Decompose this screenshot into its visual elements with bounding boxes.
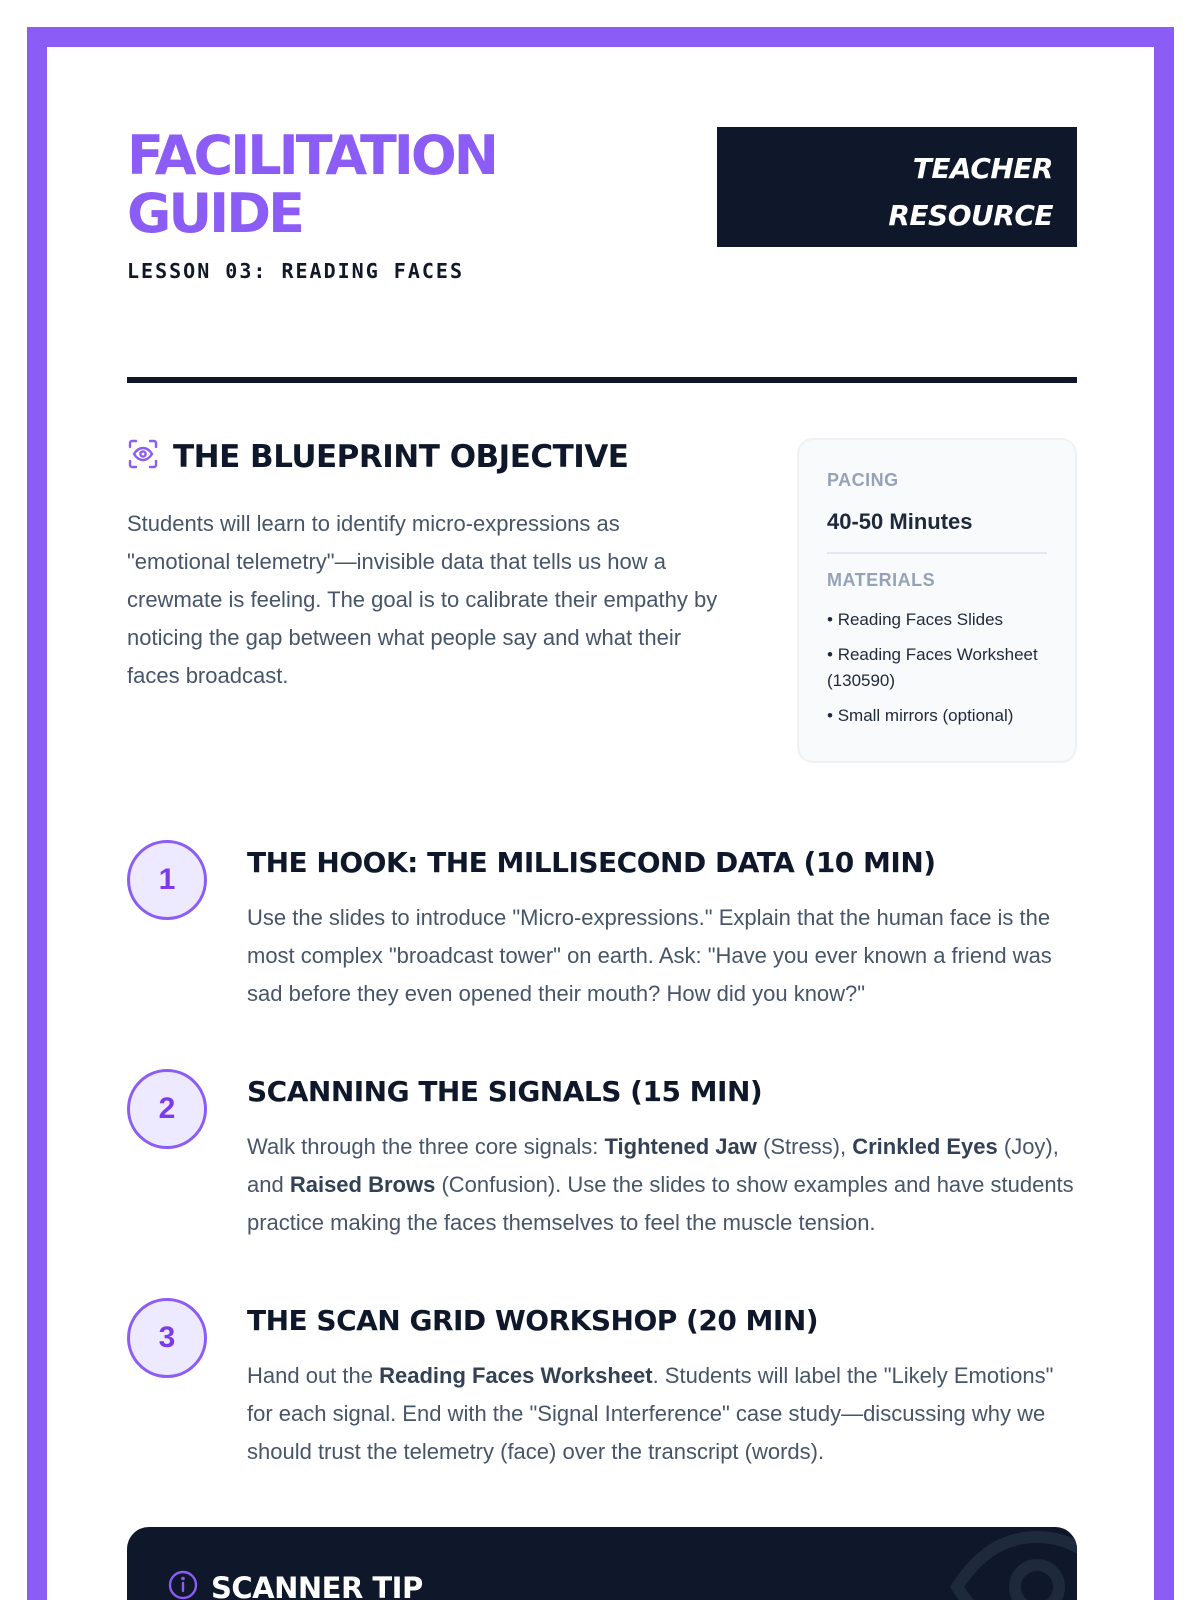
step-text xyxy=(247,1357,1077,1471)
page-frame xyxy=(27,27,1174,1600)
scanner-tip-box xyxy=(127,1527,1077,1600)
page-title xyxy=(127,124,687,245)
tip-title: SCANNER TIP xyxy=(211,1570,423,1600)
header-divider xyxy=(127,377,1077,383)
objective-section xyxy=(127,438,1077,778)
step-1 xyxy=(127,840,1077,1013)
objective-title: THE BLUEPRINT OBJECTIVE xyxy=(173,438,629,475)
step-2 xyxy=(127,1069,1077,1242)
materials-label: MATERIALS xyxy=(827,570,936,590)
materials-list xyxy=(827,607,1047,729)
pacing-label: PACING xyxy=(827,470,899,490)
worksheet-name: Reading Faces Worksheet xyxy=(379,1363,653,1388)
step-text-part: (Stress), xyxy=(756,1134,853,1159)
step-number: 3 xyxy=(127,1298,207,1378)
teacher-resource-badge xyxy=(717,127,1077,247)
step-text-part: (Confusion). Use the slides to show examples and have students practice making the faces themselves to feel the muscle tension. xyxy=(247,1172,1074,1235)
pacing-materials-card xyxy=(797,438,1077,763)
step-text: Use the slides to introduce "Micro-expressions." Explain that the human face is the most complex "broadcast tower" on earth. Ask: "Have you ever known a friend was sad before they even opened their mouth? How did you know?" xyxy=(247,905,1052,1006)
step-title: SCANNING THE SIGNALS (15 MIN) xyxy=(247,1075,763,1108)
step-title: THE HOOK: THE MILLISECOND DATA (10 MIN) xyxy=(247,846,936,879)
step-3 xyxy=(127,1298,1077,1471)
step-text-part: (Joy), and xyxy=(247,1134,1059,1197)
objective-heading xyxy=(127,438,727,475)
list-item: • Small mirrors (optional) xyxy=(827,703,1047,729)
step-number: 1 xyxy=(127,840,207,920)
list-item: • Reading Faces Slides xyxy=(827,607,1047,633)
step-text xyxy=(247,1128,1077,1242)
list-item: • Reading Faces Worksheet (130590) xyxy=(827,642,1047,694)
objective-text: Students will learn to identify micro-expressions as "emotional telemetry"—invisible data that tells us how a crewmate is feeling. The goal is to calibrate their empathy by noticing the gap between what people say and what their faces broadcast. xyxy=(127,511,718,688)
step-text-part: . Students will label the "Likely Emotions" for each signal. End with the "Signal Interference" case study—discussing why we should trust the telemetry (face) over the transcript (words). xyxy=(247,1363,1054,1464)
guide-content xyxy=(127,124,1077,1600)
badge-line-1: TEACHER xyxy=(912,152,1053,185)
step-text-part: Hand out the xyxy=(247,1363,380,1388)
eye-icon xyxy=(937,1527,1077,1600)
objective-body xyxy=(127,438,727,695)
badge-line-2: RESOURCE xyxy=(888,199,1053,232)
title-line-2: GUIDE xyxy=(127,182,302,245)
signal-raised-brows: Raised Brows xyxy=(289,1172,436,1197)
signal-tightened-jaw: Tightened Jaw xyxy=(604,1134,757,1159)
lesson-subtitle: LESSON 03: READING FACES xyxy=(127,259,464,283)
step-text-part: Walk through the three core signals: xyxy=(247,1134,605,1159)
signal-crinkled-eyes: Crinkled Eyes xyxy=(852,1134,998,1159)
pacing-value: 40-50 Minutes xyxy=(827,509,973,534)
card-divider xyxy=(827,552,1047,554)
tip-heading xyxy=(167,1569,423,1600)
steps-list xyxy=(127,840,1077,1471)
info-icon xyxy=(167,1569,199,1600)
header xyxy=(127,124,1077,337)
scan-eye-icon xyxy=(127,438,159,475)
step-number: 2 xyxy=(127,1069,207,1149)
step-title: THE SCAN GRID WORKSHOP (20 MIN) xyxy=(247,1304,819,1337)
title-line-1: FACILITATION xyxy=(127,124,496,187)
